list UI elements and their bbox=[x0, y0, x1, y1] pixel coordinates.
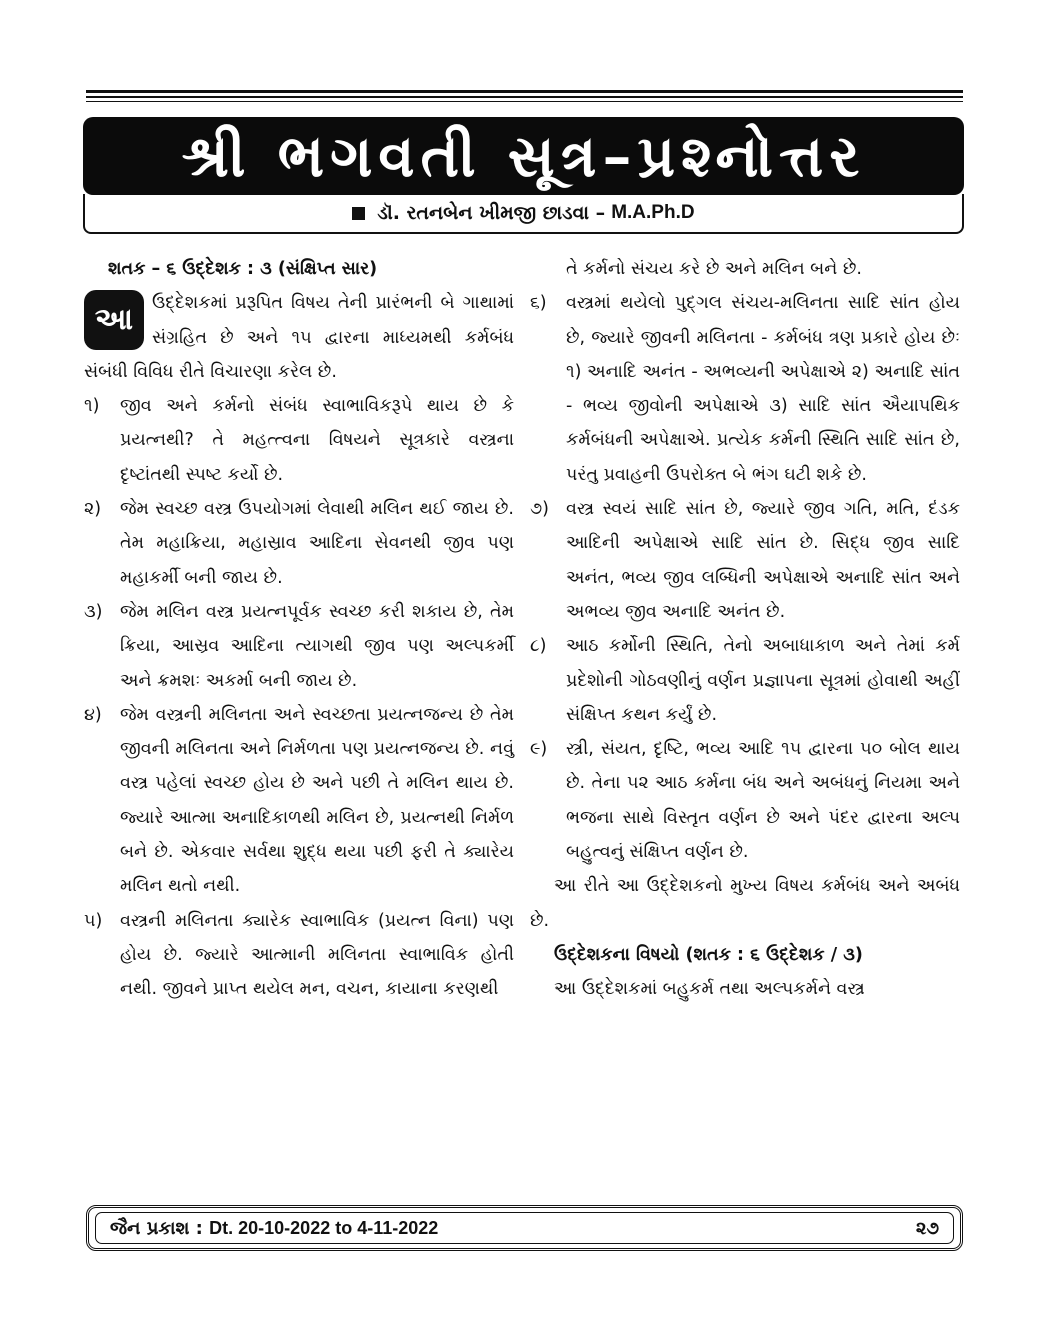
footer-inner bbox=[95, 1212, 954, 1244]
spacer bbox=[530, 252, 566, 286]
author-name: ડૉ. રતનબેન ખીમજી છાડવા – bbox=[377, 202, 606, 224]
page-title: શ્રી ભગવતી સૂત્ર–પ્રશ્નોત્તર bbox=[181, 121, 866, 190]
page-number: ૨૭ bbox=[915, 1217, 939, 1239]
publication-name: જૈન પ્રકાશ : bbox=[110, 1217, 203, 1239]
list-item bbox=[530, 286, 960, 492]
item-text: સ્ત્રી, સંયત, દૃષ્ટિ, ભવ્ય આદિ ૧૫ દ્વારના ૫૦ બોલ થાય છે. તેના ૫૨ આઠ કર્મના બંધ અને અબંધનું નિયમા અને ભજના સાથે વિસ્તૃત વર્ણન છે અને પંદર દ્વારના અલ્પ બહુત્વનું સંક્ષિપ્ત વર્ણન છે. bbox=[566, 739, 960, 863]
intro-text: ઉદ્દેશકમાં પ્રરૂપિત વિષય તેની પ્રારંભની બે ગાથામાં સંગ્રહિત છે અને ૧૫ દ્વારના માધ્યમથી કર્મબંધ સંબંધી વિવિધ રીતે વિચારણા કરેલ છે. bbox=[84, 293, 514, 382]
item-text: વસ્ત્ર સ્વયં સાદિ સાંત છે, જ્યારે જીવ ગતિ, મતિ, દંડક આદિની અપેક્ષાએ સાદિ સાંત છે. સિદ્ધ જીવ સાદિ અનંત, ભવ્ય જીવ લબ્ધિની અપેક્ષાએ અનાદિ સાંત અને અભવ્ય જીવ અનાદિ અનંત છે. bbox=[566, 499, 960, 622]
drop-cap: આ bbox=[84, 290, 144, 350]
item-text: તે કર્મનો સંચય કરે છે અને મલિન બને છે. bbox=[566, 259, 862, 279]
left-column bbox=[84, 252, 514, 1007]
top-rule-3 bbox=[86, 101, 963, 102]
item-text: જેમ વસ્ત્રની મલિનતા અને સ્વચ્છતા પ્રયત્નજન્ય છે તેમ જીવની મલિનતા અને નિર્મળતા પણ પ્રયત્નજન્ય છે. નવું વસ્ત્ર પહેલાં સ્વચ્છ હોય છે અને પછી તે મલિન થાય છે. જ્યારે આત્મા અનાદિકાળથી મલિન છે, પ્રયત્નથી નિર્મળ બને છે. એકવાર સર્વથા શુદ્ધ થયા પછી ફરી તે ક્યારેય મલિન થતો નથી. bbox=[120, 704, 514, 897]
item-number: ૧) bbox=[84, 396, 100, 417]
square-bullet-icon bbox=[352, 207, 365, 220]
author-degree: M.A.Ph.D bbox=[611, 202, 695, 223]
item-text: આઠ કર્મોની સ્થિતિ, તેનો અબાધાકાળ અને તેમાં કર્મ પ્રદેશોની ગોઠવણીનું વર્ણન પ્રજ્ઞાપના સૂત્રમાં હોવાથી અહીં સંક્ષિપ્ત કથન કર્યું છે. bbox=[566, 636, 960, 725]
top-rule-2 bbox=[86, 96, 963, 98]
item-text: વસ્ત્રમાં થયેલો પુદ્ગલ સંચય-મલિનતા સાદિ સાંત હોય છે, જ્યારે જીવની મલિનતા - કર્મબંધ ત્રણ પ્રકારે હોય છેઃ ૧) અનાદિ અનંત - અભવ્યની અપેક્ષાએ ૨) અનાદિ સાંત - ભવ્ય જીવોની અપેક્ષાએ ૩) સાદિ સાંત ઐયાપથિક કર્મબંધની અપેક્ષાએ. પ્રત્યેક કર્મની સ્થિતિ સાદિ સાંત છે, પરંતુ પ્રવાહની ઉપરોક્ત બે ભંગ ઘટી શકે છે. bbox=[566, 293, 960, 485]
issue-date: Dt. 20-10-2022 to 4-11-2022 bbox=[209, 1217, 439, 1238]
item-text: જીવ અને કર્મનો સંબંધ સ્વાભાવિકરૂપે થાય છે કે પ્રયત્નથી? તે મહત્ત્વના વિષયને સૂત્રકારે વસ્ત્રના દૃષ્ટાંતથી સ્પષ્ટ કર્યો છે. bbox=[120, 396, 514, 485]
list-item bbox=[530, 629, 960, 732]
author-line bbox=[83, 194, 964, 234]
item-number: ૩) bbox=[84, 601, 103, 622]
right-column bbox=[530, 252, 960, 1007]
top-rule-1 bbox=[86, 90, 963, 93]
footer-box bbox=[86, 1205, 963, 1251]
title-banner bbox=[83, 117, 964, 195]
list-item bbox=[84, 492, 514, 595]
list-item bbox=[530, 732, 960, 869]
item-number: ૯) bbox=[530, 739, 548, 760]
item-number: ૭) bbox=[530, 499, 549, 520]
list-item bbox=[84, 595, 514, 698]
intro-paragraph bbox=[84, 286, 514, 389]
item-number: ૫) bbox=[84, 910, 103, 931]
list-item bbox=[84, 904, 514, 1007]
item-text: વસ્ત્રની મલિનતા ક્યારેક સ્વાભાવિક (પ્રયત્ન વિના) પણ હોય છે. જ્યારે આત્માની મલિનતા સ્વાભાવિક હોતી નથી. જીવને પ્રાપ્ત થયેલ મન, વચન, કાયાના કરણથી bbox=[120, 910, 514, 1000]
subheading: ઉદ્દેશકના વિષયો (શતક : ૬ ઉદ્દેશક / ૩) bbox=[554, 944, 863, 965]
list-item bbox=[84, 389, 514, 492]
section-heading: શતક – ૬ ઉદ્દેશક : ૩ (સંક્ષિપ્ત સાર) bbox=[108, 259, 378, 279]
list-item bbox=[530, 492, 960, 629]
publication-info bbox=[110, 1218, 438, 1239]
list-item bbox=[84, 698, 514, 904]
item-number: ૮) bbox=[530, 636, 547, 657]
continued-text bbox=[530, 252, 960, 286]
item-number: ૬) bbox=[530, 293, 547, 314]
item-number: ૨) bbox=[84, 499, 102, 520]
last-paragraph: આ ઉદ્દેશકમાં બહુકર્મ તથા અલ્પકર્મને વસ્ત્ર bbox=[554, 979, 865, 1000]
item-number: ૪) bbox=[84, 704, 102, 725]
item-text: જેમ મલિન વસ્ત્ર પ્રયત્નપૂર્વક સ્વચ્છ કરી શકાય છે, તેમ ક્રિયા, આસ્રવ આદિના ત્યાગથી જીવ પણ અલ્પકર્મી અને ક્રમશઃ અકર્મા બની જાય છે. bbox=[120, 601, 514, 691]
item-text: જેમ સ્વચ્છ વસ્ત્ર ઉપયોગમાં લેવાથી મલિન થઈ જાય છે. તેમ મહાક્રિયા, મહાસ્રાવ આદિના સેવનથી જીવ પણ મહાકર્મી બની જાય છે. bbox=[120, 499, 514, 588]
summary-paragraph: આ રીતે આ ઉદ્દેશકનો મુખ્ય વિષય કર્મબંધ અને અબંધ છે. bbox=[530, 876, 960, 931]
